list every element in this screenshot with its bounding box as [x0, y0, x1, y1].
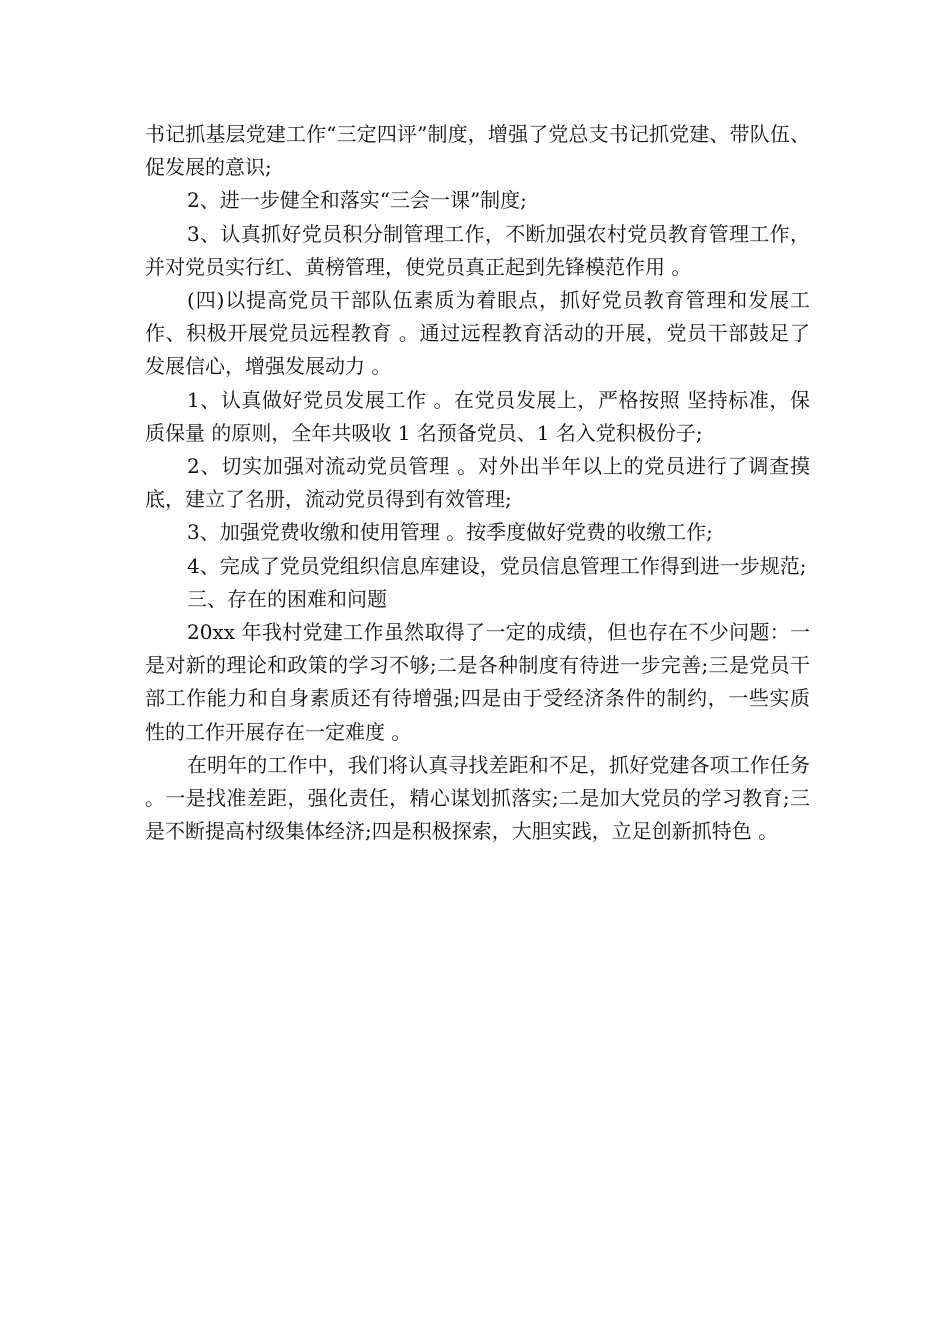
paragraph-item-3-points-management: 3、认真抓好党员积分制管理工作，不断加强农村党员教育管理工作，并对党员实行红、黄榜管理，使党员真正起到先锋模范作用 。	[145, 221, 810, 279]
paragraph-section-four: (四)以提高党员干部队伍素质为着眼点，抓好党员教育管理和发展工作、积极开展党员远程教育 。通过远程教育活动的开展，党员干部鼓足了发展信心，增强发展动力 。	[145, 288, 810, 379]
paragraph-item-4-database: 4、完成了党员党组织信息库建设，党员信息管理工作得到进一步规范;	[187, 553, 807, 578]
paragraph-item-1-member-development: 1、认真做好党员发展工作 。在党员发展上，严格按照 坚持标准，保质保量 的原则，全年共吸收 1 名预备党员、1 名入党积极份子;	[145, 387, 810, 445]
paragraph-item-2-mobile-members: 2、切实加强对流动党员管理 。对外出半年以上的党员进行了调查摸底，建立了名册，流动党员得到有效管理;	[145, 454, 810, 512]
document-body	[145, 118, 810, 848]
paragraph-next-year-plan: 在明年的工作中，我们将认真寻找差距和不足，抓好党建各项工作任务 。一是找准差距，强化责任，精心谋划抓落实;二是加大党员的学习教育;三是不断提高村级集体经济;四是积极探索，大胆实践，立足创新抓特色 。	[145, 752, 810, 844]
paragraph-item-2-three-meetings: 2、进一步健全和落实“三会一课”制度;	[187, 188, 527, 213]
paragraph-continuation: 书记抓基层党建工作“三定四评”制度，增强了党总支书记抓党建、带队伍、促发展的意识;	[145, 122, 810, 180]
paragraph-item-3-party-dues: 3、加强党费收缴和使用管理 。按季度做好党费的收缴工作;	[187, 520, 713, 545]
paragraph-problems: 20xx 年我村党建工作虽然取得了一定的成绩，但也存在不少问题：一是对新的理论和政策的学习不够;二是各种制度有待进一步完善;三是党员干部工作能力和自身素质还有待增强;四是由于受经济条件的制约，一些实质性的工作开展存在一定难度 。	[145, 620, 810, 744]
section-heading-problems: 三、存在的困难和问题	[187, 586, 387, 611]
